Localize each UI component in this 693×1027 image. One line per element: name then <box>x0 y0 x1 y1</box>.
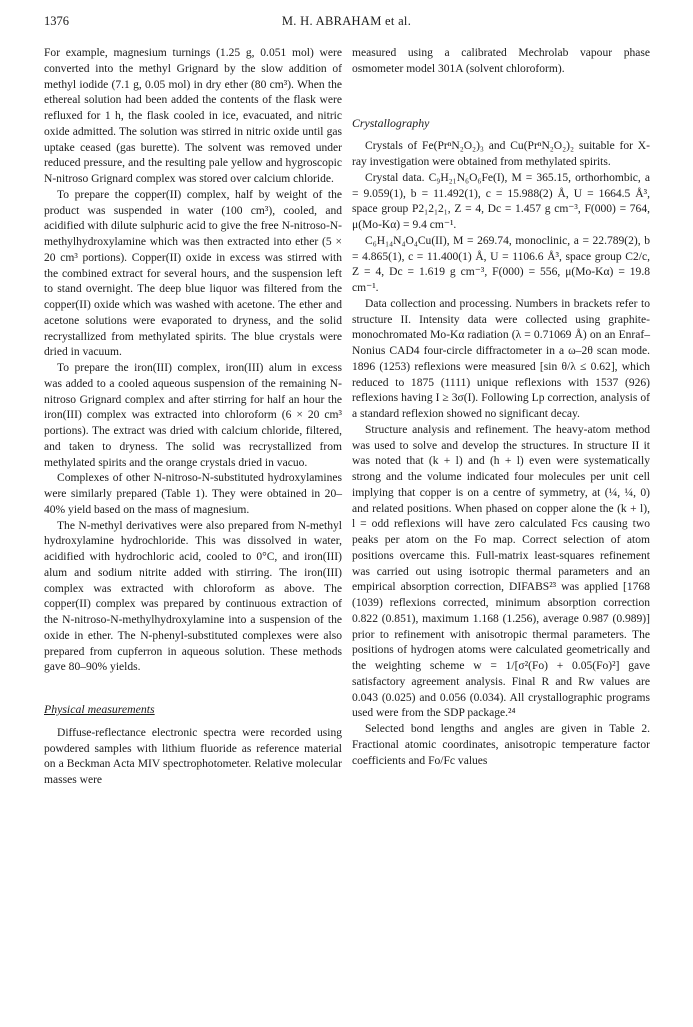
section-heading-crystallography: Crystallography <box>352 115 430 130</box>
paragraph-crystal-data-2: C₆H₁₄N₄O₄Cu(II), M = 269.74, monoclinic, a = 22.789(2), b = 4.865(1), c = 11.400(1) Å, U = 1106.6 Å³, space group C2/c, Z = 4, Dc = 1.619 g cm⁻³, F(000) = 556, μ(Mo-Kα) = 19.8 cm⁻¹. <box>352 234 650 294</box>
left-column <box>44 46 342 789</box>
paragraph-spectra: Diffuse-reflectance electronic spectra were recorded using powdered samples with lithium fluoride as reference material on a Beckman Acta MIV spectrophotometer. Relative molecular masses were <box>44 726 342 786</box>
paragraph-crystal-data-1: Crystal data. C₉H₂₁N₆O₆Fe(I), M = 365.15, orthorhombic, a = 9.059(1), b = 11.492(1), c = 15.988(2) Å, U = 1664.5 Å³, space group P2₁2₁2₁, Z = 4, Dc = 1.457 g cm⁻³, F(000) = 764, μ(Mo-Kα) = 9.4 cm⁻¹. <box>352 171 650 231</box>
paragraph-n-methyl-derivatives: The N-methyl derivatives were also prepared from N-methyl hydroxylamine hydrochloride. This was dissolved in water, acidified with hydrochloric acid, cooled to 0°C, and iron(III) alum and sodium nitrite added with stirring. The iron(III) complex was extracted with chloroform as above. The copper(II) complex was prepared by continuous extraction of the N-nitroso-N-methylhydroxylamine into a suspension of the oxide in ether. The N-phenyl-substituted complexes were also prepared from cupferron in aqueous solution. These methods gave 80–90% yields. <box>44 519 342 674</box>
paragraph-crystals: Crystals of Fe(PrⁿN₂O₂)₃ and Cu(PrⁿN₂O₂)₂ suitable for X-ray investigation were obtained from methylated spirits. <box>352 140 650 168</box>
paragraph-data-collection: Data collection and processing. Numbers in brackets refer to structure II. Intensity data were collected using graphite-monochromated Mo-Kα radiation (λ = 0.71069 Å) on an Enraf–Nonius CAD4 four-circle diffractometer in a ω–2θ scan mode. 1896 (1253) reflexions were measured [sin θ/λ ≤ 0.62], which reduced to 1875 (1111) unique reflexions with 1537 (926) reflexions having I ≥ 3σ(I). Following Lp correction, analysis of a standard reflexion showed no significant decay. <box>352 297 650 420</box>
section-heading-physical-measurements: Physical measurements <box>44 702 155 716</box>
paragraph-bond-lengths: Selected bond lengths and angles are given in Table 2. Fractional atomic coordinates, anisotropic temperature factor coefficients and Fo/Fc values <box>352 723 650 767</box>
right-column <box>352 46 650 769</box>
page-header <box>44 14 649 32</box>
running-head: M. H. ABRAHAM et al. <box>281 14 412 28</box>
paragraph-copper-complex: To prepare the copper(II) complex, half by weight of the product was suspended in water (100 cm³), cooled, and acidified with dilute sulphuric acid to give the free N-nitroso-N-methylhydroxylamine which was then extracted into ether (5 × 20 cm³ portions). Copper(II) oxide in excess was stirred with the combined extract for several hours, and the suspension left to stand overnight. The deep blue liquor was filtered from the copper(II) oxide which was washed with acetone. The ether and acetone solutions were evaporated to dryness, and the solid recrystallized from methylated spirits. The blue crystals were dried in vacuum. <box>44 188 342 359</box>
paragraph-grignard-prep: For example, magnesium turnings (1.25 g, 0.051 mol) were converted into the methyl Grignard by the slow addition of methyl iodide (7.1 g, 0.05 mol) in dry ether (80 cm³). When the ethereal solution had been added the contents of the flask were refluxed for 1 h, the flask cooled in ice, evacuated, and nitric oxide admitted. The solution was stirred in nitric oxide until gas uptake ceased (gas burette). The solvent was removed under reduced pressure, and the resulting pale yellow and hygroscopic N-nitroso Grignard complex was stored over calcium chloride. <box>44 47 342 185</box>
paragraph-iron-complex: To prepare the iron(III) complex, iron(III) alum in excess was added to a cooled aqueous suspension of the remaining N-nitroso Grignard complex and after stirring for half an hour the iron(III) complex was extracted into chloroform (6 × 20 cm³ portions). The extract was dried with calcium chloride, filtered, and taken to dryness. The solid was recrystallized from methylated spirits and the orange crystals dried in vacuo. <box>44 362 342 469</box>
paragraph-osmometer: measured using a calibrated Mechrolab vapour phase osmometer model 301A (solvent chloroform). <box>352 47 650 75</box>
page-number: 1376 <box>44 14 69 28</box>
paragraph-structure-analysis: Structure analysis and refinement. The heavy-atom method was used to solve and develop the structures. In structure II it was noted that (k + l) and (h + l) even were systematically strong and the volume indicated four molecules per unit cell implying that copper is on a centre of symmetry, at (¼, ¼, 0) and related positions. When phased on copper alone the (k + l), l = odd reflexions will have zero calculated Fcs causing two peaks per atom on the Fo map. Correct selection of atom positions overcame this. Full-matrix least-squares refinement was carried out using isotropic thermal parameters and an empirical absorption correction, DIFABS²³ was applied [1768 (1039) reflexions corrected, minimum absorption correction 0.822 (0.851), maximum 1.168 (1.256), average 0.987 (0.989)] prior to refinement with anisotropic thermal parameters. The positions of hydrogen atoms were calculated geometrically and the weighting scheme w = 1/[σ²(Fo) + 0.05(Fo)²] gave satisfactory agreement analysis. Final R and Rw values are 0.043 (0.025) and 0.056 (0.034). All crystallographic programs used were from the SDP package.²⁴ <box>352 423 650 720</box>
paragraph-other-complexes: Complexes of other N-nitroso-N-substituted hydroxylamines were similarly prepared (Table 1). They were obtained in 20–40% yield based on the mass of magnesium. <box>44 472 342 516</box>
